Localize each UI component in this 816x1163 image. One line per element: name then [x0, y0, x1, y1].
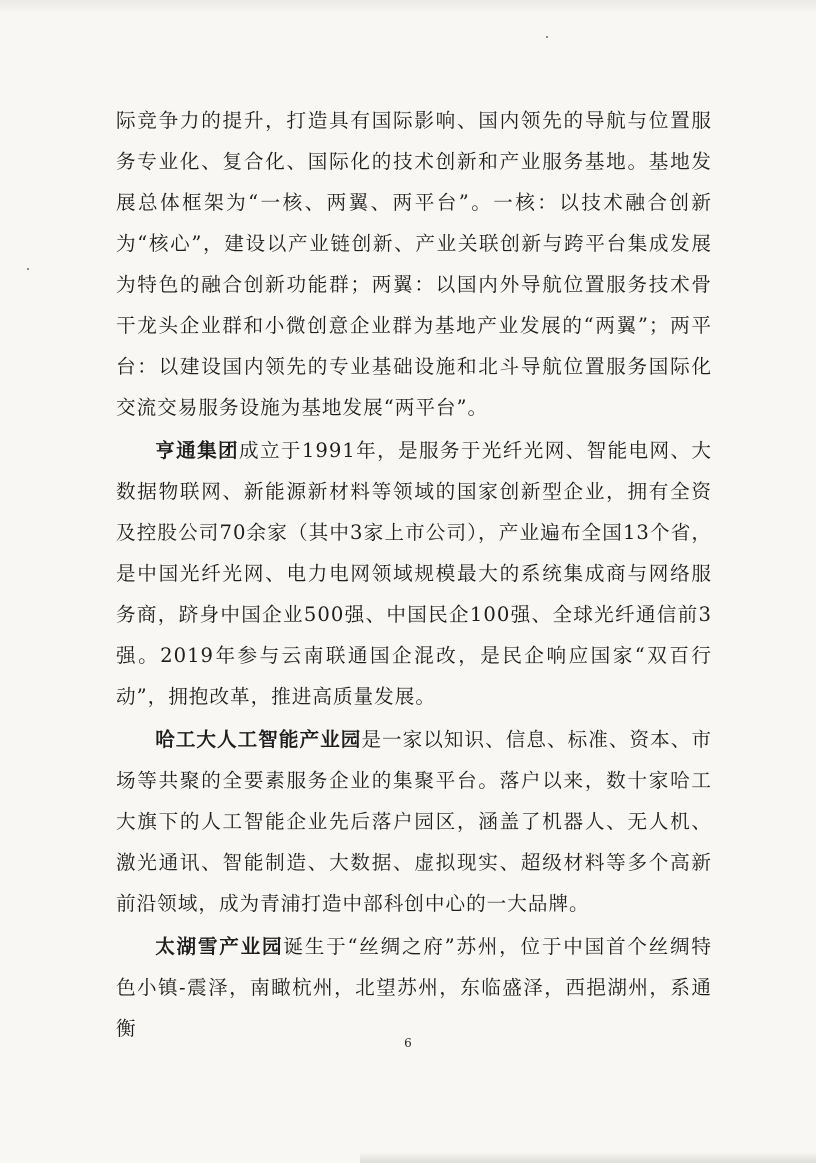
scan-shadow-top [0, 0, 816, 14]
paragraph-2 [116, 430, 712, 717]
paragraph-2-lead: 亨通集团 [155, 439, 240, 462]
scan-speck [27, 268, 29, 270]
scan-speck [546, 36, 548, 38]
paragraph-1 [116, 100, 712, 428]
paragraph-3 [116, 719, 712, 924]
page-number: 6 [404, 1036, 412, 1050]
body-text [116, 100, 712, 1049]
paragraph-4-text: 诞生于“丝绸之府”苏州，位于中国首个丝绸特色小镇-震泽，南瞰杭州，北望苏州，东临盛泽，西挹湖州，系通衡 [116, 935, 712, 1040]
paragraph-4 [116, 926, 712, 1049]
paragraph-1-text: 际竞争力的提升，打造具有国际影响、国内领先的导航与位置服务专业化、复合化、国际化的技术创新和产业服务基地。基地发展总体框架为“一核、两翼、两平台”。一核：以技术融合创新为“核心”，建设以产业链创新、产业关联创新与跨平台集成发展为特色的融合创新功能群；两翼：以国内外导航位置服务技术骨干龙头企业群和小微创意企业群为基地产业发展的“两翼”；两平台：以建设国内领先的专业基础设施和北斗导航位置服务国际化交流交易服务设施为基地发展“两平台”。 [116, 109, 712, 419]
scan-shadow-bottom [360, 1152, 816, 1163]
paragraph-2-text: 成立于1991年，是服务于光纤光网、智能电网、大数据物联网、新能源新材料等领域的国家创新型企业，拥有全资及控股公司70余家（其中3家上市公司），产业遍布全国13个省，是中国光纤光网、电力电网领域规模最大的系统集成商与网络服务商，跻身中国企业500强、中国民企100强、全球光纤通信前3强。2019年参与云南联通国企混改，是民企响应国家“双百行动”，拥抱改革，推进高质量发展。 [116, 439, 712, 708]
paragraph-4-lead: 太湖雪产业园 [155, 935, 284, 958]
paragraph-3-lead: 哈工大人工智能产业园 [155, 728, 362, 751]
paragraph-3-text: 是一家以知识、信息、标准、资本、市场等共聚的全要素服务企业的集聚平台。落户以来，数十家哈工大旗下的人工智能企业先后落户园区，涵盖了机器人、无人机、激光通讯、智能制造、大数据、虚拟现实、超级材料等多个高新前沿领域，成为青浦打造中部科创中心的一大品牌。 [116, 728, 713, 915]
